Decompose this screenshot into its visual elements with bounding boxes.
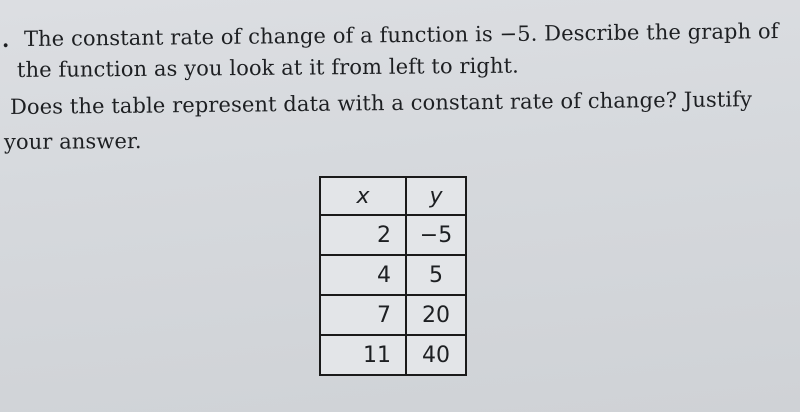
question-line-1: The constant rate of change of a function is −5. Describe the graph of	[23, 19, 779, 51]
question-line-2: the function as you look at it from left to right.	[16, 53, 519, 82]
cell-x: 4	[320, 255, 406, 295]
question-bullet: .	[2, 27, 10, 52]
table-row	[320, 215, 466, 255]
header-y: y	[406, 177, 466, 215]
table-header-row	[320, 177, 466, 215]
header-x: x	[320, 177, 406, 215]
cell-x: 11	[320, 335, 406, 375]
cell-y: 5	[406, 255, 466, 295]
cell-x: 2	[320, 215, 406, 255]
xy-data-table	[319, 176, 467, 376]
table-row	[320, 255, 466, 295]
cell-y: 40	[406, 335, 466, 375]
question-line-4: your answer.	[3, 129, 142, 154]
cell-y: −5	[406, 215, 466, 255]
cell-x: 7	[320, 295, 406, 335]
table-row	[320, 295, 466, 335]
table-row	[320, 335, 466, 375]
cell-y: 20	[406, 295, 466, 335]
question-line-3: Does the table represent data with a constant rate of change? Justify	[9, 87, 753, 119]
